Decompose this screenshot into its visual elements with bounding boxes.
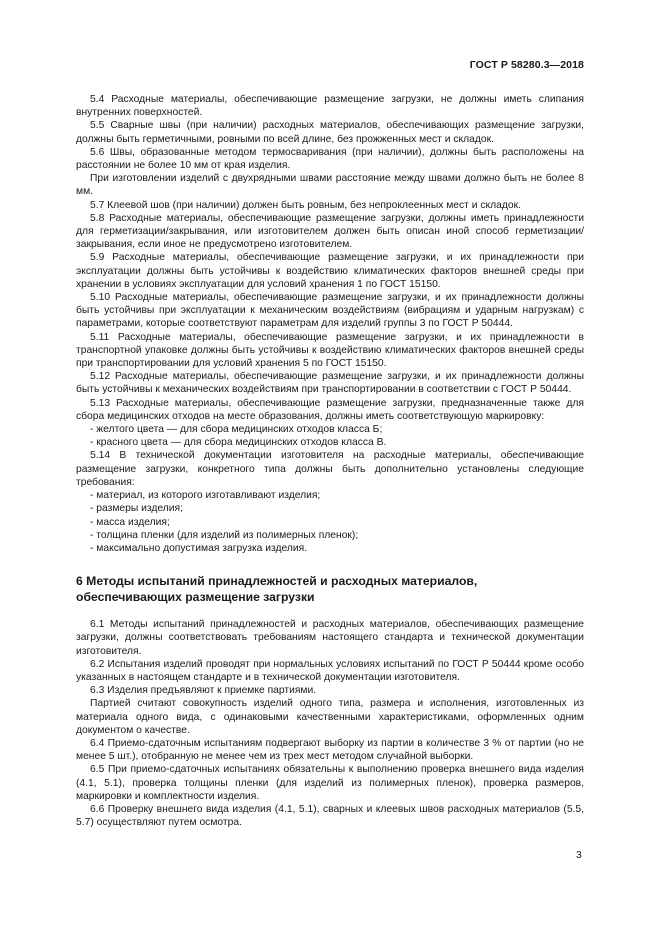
paragraph: 5.10 Расходные материалы, обеспечивающие размещение загрузки, и их принадлежности должны быть устойчивы при эксплуатации к механическим воздействиям (вибрациям и ударным нагрузкам) с параметрами, которые соответствуют параметрам для изделий группы 3 по ГОСТ Р 50444. <box>76 292 584 330</box>
paragraph: 6.5 При приемо-сдаточных испытаниях обязательны к выполнению проверка внешнего вида изделия (4.1, 5.1), проверка толщины пленки (для изделий из полимерных пленок), проверка размеров, маркировки и комплектности изделия. <box>76 764 584 802</box>
list-item: - желтого цвета — для сбора медицинских отходов класса Б; <box>90 424 383 436</box>
list-item: - размеры изделия; <box>90 503 183 515</box>
paragraph: 5.11 Расходные материалы, обеспечивающие размещение загрузки, и их принадлежности в транспортной упаковке должны быть устойчивы к воздействию климатических факторов внешней среды при транспортировании для условий хранения 5 по ГОСТ 15150. <box>76 331 584 370</box>
list-item: - материал, из которого изготавливают изделия; <box>90 490 321 502</box>
paragraph: 5.7 Клеевой шов (при наличии) должен быть ровным, без непроклеенных мест и складок. <box>90 199 521 211</box>
paragraph: 6.6 Проверку внешнего вида изделия (4.1, 5.1), сварных и клеевых швов расходных материалов (5.5, 5.7) осуществляют путем осмотра. <box>76 803 584 829</box>
paragraph: 5.14 В технической документации изготовителя на расходные материалы, обеспечивающие размещение загрузки, конкретного типа должны быть дополнительно установлены следующие требования: <box>76 450 584 488</box>
paragraph: 5.12 Расходные материалы, обеспечивающие размещение загрузки, и их принадлежности должны быть устойчивы к механических воздействиям при транспортировании в соответствии с ГОСТ Р 50444. <box>76 371 584 396</box>
paragraph: 5.9 Расходные материалы, обеспечивающие размещение загрузки, и их принадлежности при эксплуатации должны быть устойчивы к воздействию климатических факторов внешней среды при хранении в условиях эксплуатации для условий хранения 1 по ГОСТ 15150. <box>76 252 584 290</box>
list-item: - масса изделия; <box>90 516 170 528</box>
list-item: - максимально допустимая загрузка изделия. <box>90 542 308 554</box>
section-heading: 6 Методы испытаний принадлежностей и расходных материалов, обеспечивающих размещение загрузки <box>76 574 478 604</box>
page-number: 3 <box>576 850 582 861</box>
paragraph: 5.4 Расходные материалы, обеспечивающие размещение загрузки, не должны иметь слипания внутренних поверхностей. <box>76 94 584 119</box>
paragraph: Партией считают совокупность изделий одного типа, размера и исполнения, изготовленных из материала одного вида, с одинаковыми качественными характеристиками, оформленных одним документом о качестве. <box>76 698 584 736</box>
paragraph: 6.1 Методы испытаний принадлежностей и расходных материалов, обеспечивающих размещение загрузки, должны соответствовать требованиям настоящего стандарта и технической документации изготовителя. <box>76 619 584 657</box>
page-body <box>76 93 584 829</box>
document-code-header: ГОСТ Р 58280.3—2018 <box>469 59 584 71</box>
list-item: - толщина пленки (для изделий из полимерных пленок); <box>90 529 359 541</box>
list-item: - красного цвета — для сбора медицинских отходов класса В. <box>90 437 387 449</box>
paragraph: 5.13 Расходные материалы, обеспечивающие размещение загрузки, предназначенные также для сбора медицинских отходов на месте образования, должны иметь соответствующую маркировку: <box>76 397 584 422</box>
paragraph: 5.8 Расходные материалы, обеспечивающие размещение загрузки, должны иметь принадлежности для герметизации/закрывания, или изготовителем должен быть описан иной способ герметизации/закрывания, если иное не предусмотрено изготовителем. <box>76 212 584 251</box>
paragraph: При изготовлении изделий с двухрядными швами расстояние между швами должно быть не более 8 мм. <box>76 173 584 198</box>
paragraph: 6.4 Приемо-сдаточным испытаниям подвергают выборку из партии в количестве 3 % от партии (но не менее 5 шт.), отобранную не менее чем из трех мест методом случайной выборки. <box>76 737 584 763</box>
paragraph: 5.6 Швы, образованные методом термосваривания (при наличии), должны быть расположены на расстоянии не более 10 мм от края изделия. <box>76 146 584 172</box>
paragraph: 6.2 Испытания изделий проводят при нормальных условиях испытаний по ГОСТ Р 50444 кроме особо указанных в настоящем стандарте и в технической документации изготовителя. <box>76 658 584 683</box>
paragraph: 6.3 Изделия предъявляют к приемке партиями. <box>90 685 317 697</box>
paragraph: 5.5 Сварные швы (при наличии) расходных материалов, обеспечивающих размещение загрузки, должны быть герметичными, ровными по всей длине, без прожженных мест и складок. <box>76 120 584 145</box>
